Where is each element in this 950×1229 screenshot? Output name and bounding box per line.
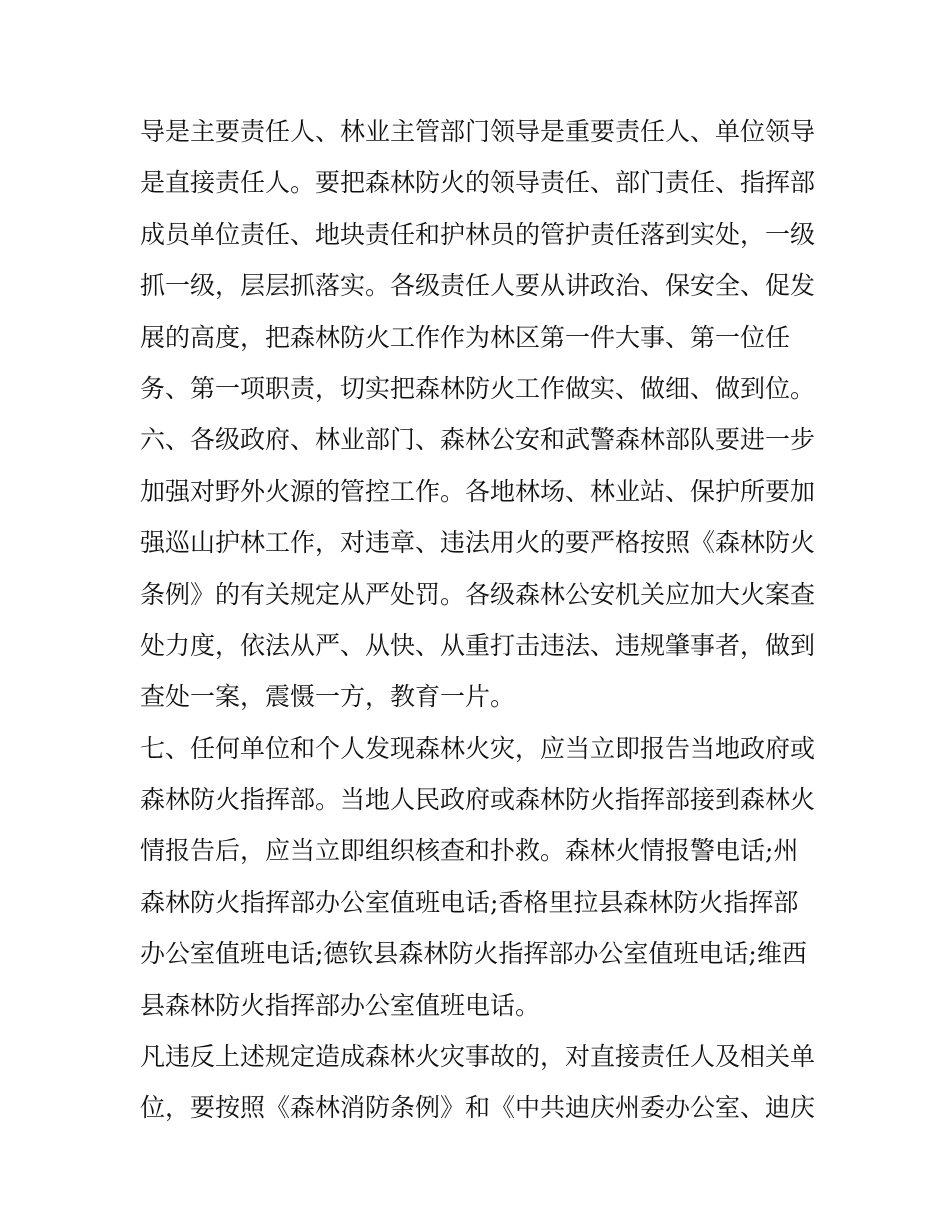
text-line: 成员单位责任、地块责任和护林员的管护责任落到实处，一级 [140, 219, 816, 249]
paragraph-section-six [140, 414, 820, 722]
text-line: 位，要按照《森林消防条例》和《中共迪庆州委办公室、迪庆 [140, 1093, 816, 1123]
paragraph-violations [140, 1031, 820, 1134]
document-page [140, 106, 820, 1134]
text-line: 县森林防火指挥部办公室值班电话。 [140, 990, 541, 1020]
text-line: 查处一案，震慑一方，教育一片。 [140, 682, 516, 712]
text-line: 务、第一项职责，切实把森林防火工作做实、做细、做到位。 [140, 373, 816, 403]
text-line: 条例》的有关规定从严处罚。各级森林公安机关应加大火案查 [140, 579, 816, 609]
text-line: 森林防火指挥部。当地人民政府或森林防火指挥部接到森林火 [140, 785, 816, 815]
text-line: 导是主要责任人、林业主管部门领导是重要责任人、单位领导 [140, 117, 816, 146]
text-line: 强巡山护林工作，对违章、违法用火的要严格按照《森林防火 [140, 528, 816, 558]
text-line: 处力度，依法从严、从快、从重打击违法、违规肇事者，做到 [140, 630, 816, 660]
text-line: 七、任何单位和个人发现森林火灾，应当立即报告当地政府或 [140, 733, 816, 763]
text-line: 森林防火指挥部办公室值班电话;香格里拉县森林防火指挥部 [140, 887, 799, 917]
text-line: 情报告后，应当立即组织核查和扑救。森林火情报警电话;州 [140, 836, 799, 866]
text-line: 是直接责任人。要把森林防火的领导责任、部门责任、指挥部 [140, 168, 816, 198]
text-line: 加强对野外火源的管控工作。各地林场、林业站、保护所要加 [140, 476, 816, 506]
paragraph-section-seven [140, 723, 820, 1031]
text-line: 办公室值班电话;德钦县森林防火指挥部办公室值班电话;维西 [140, 939, 807, 969]
text-line: 展的高度，把森林防火工作作为林区第一件大事、第一位任 [140, 322, 791, 352]
paragraph-responsibility [140, 106, 820, 414]
text-line: 凡违反上述规定造成森林火灾事故的，对直接责任人及相关单 [140, 1042, 816, 1072]
text-line: 六、各级政府、林业部门、森林公安和武警森林部队要进一步 [140, 425, 816, 455]
text-line: 抓一级，层层抓落实。各级责任人要从讲政治、保安全、促发 [140, 271, 816, 301]
